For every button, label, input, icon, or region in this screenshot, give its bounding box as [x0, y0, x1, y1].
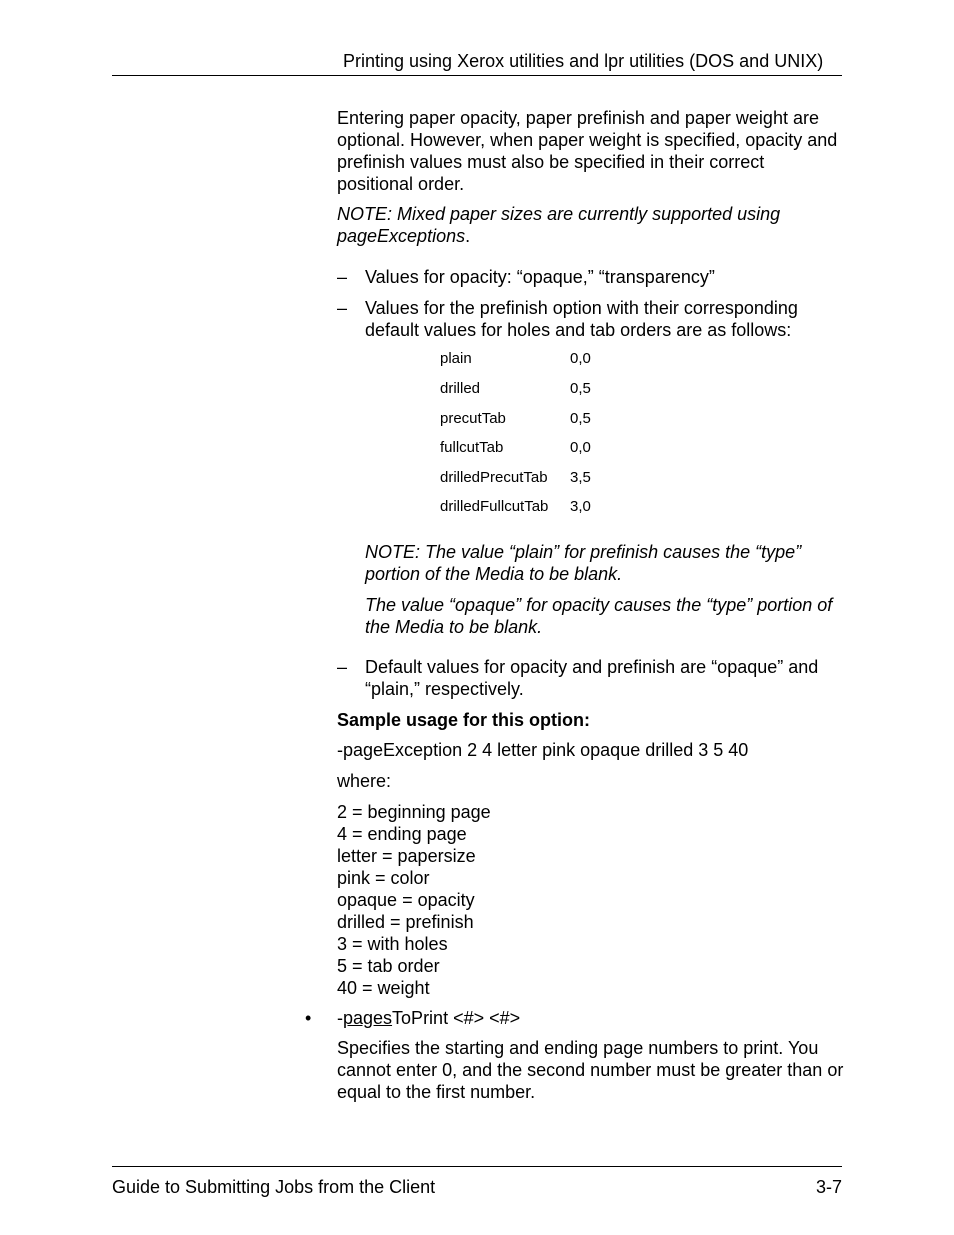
footer-guide-title: Guide to Submitting Jobs from the Client	[112, 1177, 436, 1197]
pages-to-print-description: Specifies the starting and ending page numbers to print. You cannot enter 0, and the second number must be greater than or equal to the first number.	[337, 1038, 844, 1102]
table-cell-name: drilledFullcutTab	[440, 498, 549, 515]
footer-rule	[112, 1166, 842, 1167]
table-cell-name: precutTab	[440, 410, 506, 427]
table-cell-value: 3,0	[570, 498, 591, 515]
note-mixed-paper-period: .	[465, 226, 471, 246]
sample-command: -pageException 2 4 letter pink opaque drilled 3 5 40	[337, 740, 749, 760]
where-line: opaque = opacity	[337, 890, 475, 910]
where-line: letter = papersize	[337, 846, 476, 866]
table-cell-value: 0,5	[570, 380, 591, 397]
note-opaque-opacity: The value “opaque” for opacity causes the “type” portion of the Media to be blank.	[365, 595, 833, 637]
note-mixed-paper	[337, 203, 845, 247]
where-list	[337, 801, 845, 999]
where-line: 5 = tab order	[337, 956, 440, 976]
note-mixed-paper-term: pageExceptions	[337, 226, 466, 246]
table-cell-value: 0,0	[570, 439, 591, 456]
table-cell-value: 0,5	[570, 410, 591, 427]
table-cell-name: fullcutTab	[440, 439, 504, 456]
where-line: 2 = beginning page	[337, 802, 491, 822]
table-cell-value: 0,0	[570, 350, 591, 367]
page-number: 3-7	[815, 1177, 842, 1197]
prefinish-values-item: Values for the prefinish option with their corresponding default values for holes and tab orders are as follows:	[365, 298, 798, 340]
option-prefix: -	[337, 1008, 343, 1028]
option-rest: ToPrint <#> <#>	[392, 1008, 521, 1028]
table-cell-name: plain	[440, 350, 472, 367]
where-line: 4 = ending page	[337, 824, 467, 844]
dash-marker: –	[337, 298, 348, 318]
page-header-title: Printing using Xerox utilities and lpr utilities (DOS and UNIX)	[343, 51, 824, 71]
header-rule	[112, 75, 842, 76]
where-label: where:	[337, 771, 392, 791]
table-cell-value: 3,5	[570, 469, 591, 486]
option-underlined-part: pages	[343, 1008, 393, 1028]
table-cell-name: drilledPrecutTab	[440, 469, 548, 486]
intro-paragraph: Entering paper opacity, paper prefinish and paper weight are optional. However, when paper weight is specified, opacity and prefinish values must also be specified in their correct positional order.	[337, 108, 838, 194]
where-line: pink = color	[337, 868, 430, 888]
pages-to-print-option	[337, 1007, 845, 1029]
dash-marker: –	[337, 657, 348, 677]
where-line: 3 = with holes	[337, 934, 448, 954]
where-line: drilled = prefinish	[337, 912, 474, 932]
where-line: 40 = weight	[337, 978, 430, 998]
sample-usage-heading: Sample usage for this option:	[337, 710, 591, 730]
bullet-dot: •	[305, 1008, 312, 1028]
note-plain-prefinish: NOTE: The value “plain” for prefinish causes the “type” portion of the Media to be blank.	[365, 542, 802, 584]
default-values-item: Default values for opacity and prefinish are “opaque” and “plain,” respectively.	[365, 657, 819, 699]
dash-marker: –	[337, 267, 348, 287]
note-mixed-paper-text: NOTE: Mixed paper sizes are currently supported using	[337, 204, 781, 224]
opacity-values-item: Values for opacity: “opaque,” “transparency”	[365, 267, 715, 287]
table-cell-name: drilled	[440, 380, 481, 397]
